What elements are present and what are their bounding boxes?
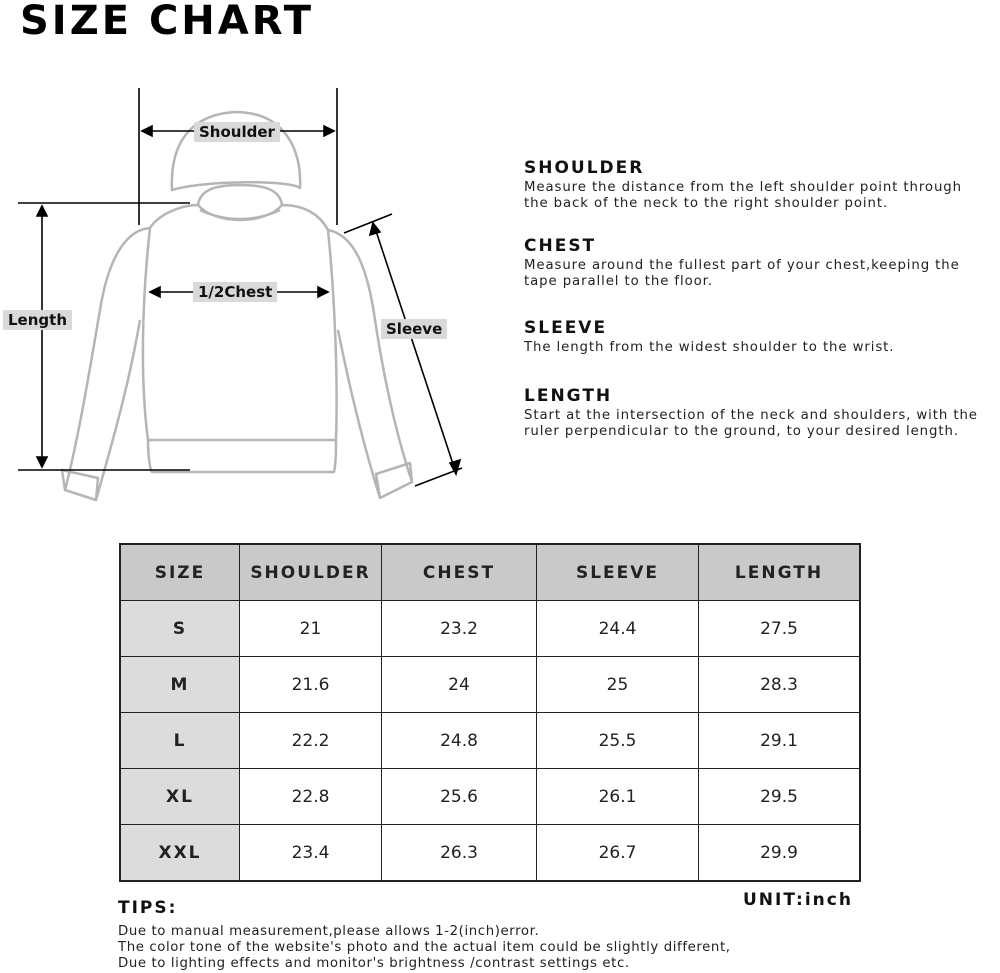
chest-label: 1/2Chest <box>193 282 277 302</box>
definition-line: Measure around the fullest part of your chest,keeping the <box>524 258 960 273</box>
header-sleeve: SLEEVE <box>537 544 699 601</box>
table-header-row <box>120 544 860 601</box>
tips-line: The color tone of the website's photo and the actual item could be slightly different, <box>118 940 731 955</box>
table-cell: 29.5 <box>699 769 861 825</box>
size-cell: XL <box>120 769 240 825</box>
table-cell: 22.2 <box>240 713 382 769</box>
definition-heading: CHEST <box>524 236 597 256</box>
tips-heading: TIPS: <box>118 898 178 918</box>
table-cell: 23.4 <box>240 825 382 882</box>
unit-label: UNIT:inch <box>743 890 853 910</box>
definition-line: ruler perpendicular to the ground, to your desired length. <box>524 424 959 439</box>
table-cell: 24 <box>382 657 537 713</box>
tips-text <box>118 924 731 972</box>
definition-sleeve <box>524 318 1000 356</box>
shoulder-label: Shoulder <box>194 122 280 142</box>
table-row <box>120 713 860 769</box>
page-title: SIZE CHART <box>20 0 315 44</box>
tips-line: Due to lighting effects and monitor's brightness /contrast settings etc. <box>118 956 630 971</box>
table-row <box>120 601 860 657</box>
table-cell: 21 <box>240 601 382 657</box>
definition-line: Measure the distance from the left shoulder point through <box>524 180 962 195</box>
table-cell: 21.6 <box>240 657 382 713</box>
sleeve-label: Sleeve <box>381 319 447 339</box>
size-cell: M <box>120 657 240 713</box>
tips-line: Due to manual measurement,please allows 1-2(inch)error. <box>118 924 540 939</box>
definition-chest <box>524 236 1000 290</box>
definition-line: the back of the neck to the right shoulder point. <box>524 196 889 211</box>
table-cell: 22.8 <box>240 769 382 825</box>
definition-line: tape parallel to the floor. <box>524 274 713 289</box>
table-cell: 27.5 <box>699 601 861 657</box>
table-cell: 25.5 <box>537 713 699 769</box>
definition-heading: LENGTH <box>524 386 613 406</box>
table-cell: 25.6 <box>382 769 537 825</box>
table-cell: 26.3 <box>382 825 537 882</box>
definition-length <box>524 386 1000 440</box>
table-row <box>120 825 860 882</box>
definition-line: Start at the intersection of the neck and shoulders, with the <box>524 408 978 423</box>
header-chest: CHEST <box>382 544 537 601</box>
definition-heading: SHOULDER <box>524 158 645 178</box>
size-table <box>119 543 861 882</box>
definition-line: The length from the widest shoulder to the wrist. <box>524 340 895 355</box>
table-cell: 24.8 <box>382 713 537 769</box>
size-cell: L <box>120 713 240 769</box>
table-cell: 23.2 <box>382 601 537 657</box>
size-cell: XXL <box>120 825 240 882</box>
table-cell: 26.7 <box>537 825 699 882</box>
table-cell: 29.1 <box>699 713 861 769</box>
header-length: LENGTH <box>699 544 861 601</box>
length-label: Length <box>3 310 72 330</box>
definition-heading: SLEEVE <box>524 318 608 338</box>
header-size: SIZE <box>120 544 240 601</box>
table-cell: 26.1 <box>537 769 699 825</box>
size-cell: S <box>120 601 240 657</box>
definition-shoulder <box>524 158 1000 212</box>
table-cell: 24.4 <box>537 601 699 657</box>
table-cell: 28.3 <box>699 657 861 713</box>
table-cell: 29.9 <box>699 825 861 882</box>
header-shoulder: SHOULDER <box>240 544 382 601</box>
table-row <box>120 657 860 713</box>
table-row <box>120 769 860 825</box>
table-cell: 25 <box>537 657 699 713</box>
